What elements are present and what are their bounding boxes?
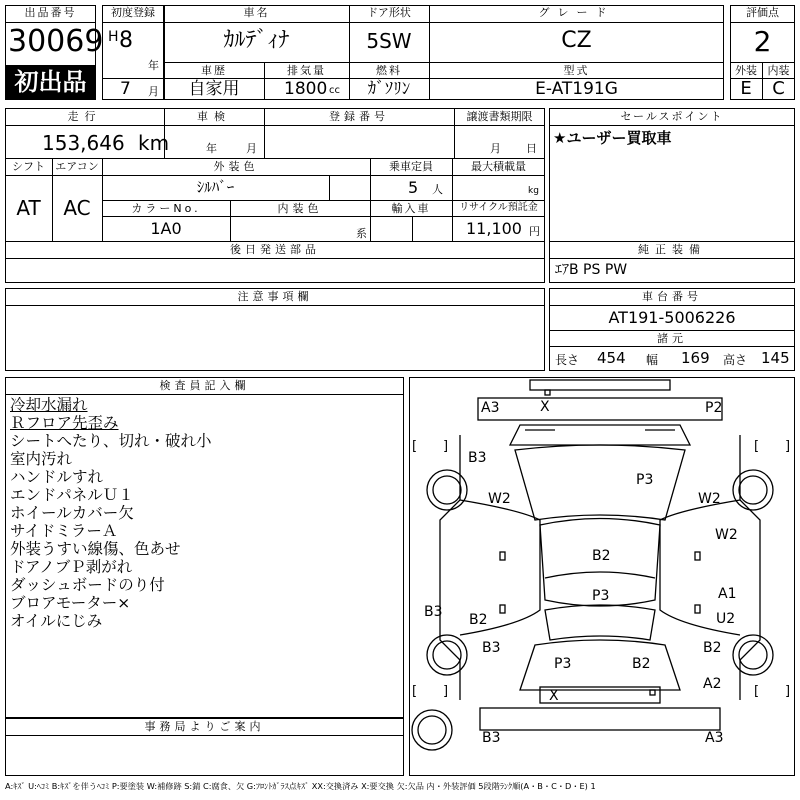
first-listing-badge: 初出品 [6,65,95,99]
displacement: 1800 [284,79,328,99]
ext-color: ｼﾙﾊﾞｰ [196,178,235,196]
mark-bot-l: B3 [482,730,501,746]
sales-point: ★ユーザー買取車 [553,129,672,147]
color-no: 1A0 [150,219,182,238]
recycle-unit: 円 [529,225,540,238]
mark-fr-w: W2 [698,491,721,507]
grade-label: グレード [538,6,615,19]
mileage: 153,646 [42,131,125,155]
inspector-note: オイルにじみ [10,612,103,630]
ext-color-label: 外装色 [213,160,259,173]
door-label: ドア形状 [367,6,411,19]
mark-rr-b2: B2 [703,640,722,656]
max-load-unit: kg [528,186,539,196]
mark-tail-p3: P3 [554,656,572,672]
lot-label: 出品番号 [24,6,77,19]
bracket-open: [ [412,439,418,454]
color-no-label: カラーNo. [131,202,201,215]
mark-roof2: P3 [592,588,610,604]
shift-label: シフト [12,160,45,173]
inspector-note: エンドパネルＵ１ [10,486,134,504]
inspector-note: ダッシュボードのり付 [10,576,165,594]
transfer-day-unit: 日 [526,142,537,155]
shift: AT [16,196,41,220]
equipment-label: 純正装備 [638,243,706,256]
height-label: 高さ [723,353,748,367]
inspector-note: Ｒフロア先歪み [10,414,119,432]
mark-roof1: B2 [592,548,611,564]
mark-l-b2: B2 [469,612,488,628]
fuel: ｶﾞｿﾘﾝ [367,79,411,99]
capacity-label: 乗車定員 [389,160,433,173]
mark-tx: X [540,399,550,415]
exterior-score: E [740,78,752,99]
recycle-fee: 11,100 [466,219,522,238]
inspector-note: 室内汚れ [10,450,73,468]
mark-bot-r: A3 [705,730,724,746]
inspection-label: 車検 [197,110,231,123]
score-label: 評価点 [746,6,779,19]
bracket-open: [ [754,439,760,454]
car-name: ｶﾙﾃﾞｨﾅ [223,28,290,53]
mileage-unit: km [138,131,170,155]
capacity-unit: 人 [432,183,443,196]
car-name-label: 車名 [243,6,270,19]
car-diagram [409,377,795,776]
inspector-note: ホイールカバー欠 [10,504,134,522]
mark-tr: P2 [705,400,723,416]
recycle-label: リサイクル預託金 [459,202,538,213]
ac-label: エアコン [55,160,99,173]
first-reg-year: 8 [119,28,133,53]
year-unit: 年 [148,59,159,72]
capacity: 5 [408,178,419,197]
height: 145 [761,349,790,367]
equipment: ｴｱB PS PW [555,262,628,278]
mark-fr-door: W2 [715,527,738,543]
model-label: 型式 [563,64,590,77]
bracket-close: ] [785,439,791,454]
exterior-label: 外装 [735,64,757,77]
mark-l-b3: B3 [424,604,443,620]
bracket-close: ] [443,684,449,699]
ac: AC [63,196,91,220]
history-label: 車歴 [201,64,227,77]
import-label: 輸入車 [391,202,431,215]
score: 2 [753,25,772,58]
mark-r-u2: U2 [716,611,736,627]
inspector-note: 冷却水漏れ [10,396,88,414]
office-label: 事務局よりご案内 [144,720,265,733]
displacement-label: 排気量 [287,64,326,77]
era: H [108,29,119,45]
lot-number: 30069 [8,24,104,59]
int-color-unit: 系 [356,227,367,240]
mark-hood-l: B3 [468,450,487,466]
inspector-note: 外装うすい線傷、色あせ [10,540,181,558]
mark-fl-w: W2 [488,491,511,507]
first-reg-month: 7 [120,79,131,99]
door-type: 5SW [366,29,412,53]
inspector-label: 検査員記入欄 [159,379,250,392]
length-label: 長さ [555,353,580,367]
transfer-month-unit: 月 [490,142,501,155]
reg-no-label: 登録番号 [329,110,389,123]
grade: CZ [561,28,592,53]
mark-tl: A3 [481,400,500,416]
later-parts-label: 後日発送部品 [230,243,320,256]
bracket-close: ] [443,439,449,454]
inspection-month-unit: 月 [246,142,257,155]
length: 454 [597,349,626,367]
model: E-AT191G [535,79,618,99]
mark-bx: X [549,688,559,704]
inspector-note: ドアノブＰ剥がれ [10,558,133,576]
width-label: 幅 [646,353,659,367]
footer-legend: A:ｷｽﾞ U:ﾍｺﾐ B:ｷｽﾞを伴うﾍｺﾐ P:要塗装 W:補修跡 S:錆 C:腐食、欠 G:ﾌﾛﾝﾄｶﾞﾗｽ点ｷｽﾞ XX:交換済み X:要交換 欠:欠品 内・外装評価 5段階ﾗﾝｸ順(A・B・C・D・E) 1 [5,781,596,791]
interior-label: 内装 [767,64,790,77]
displacement-unit: cc [329,85,340,96]
bracket-open: [ [412,684,418,699]
mark-hood-c: P3 [636,472,654,488]
inspector-notes [10,396,212,630]
inspector-note: シートへたり、切れ・破れ小 [10,432,212,450]
sales-point-label: セールスポイント [620,110,724,123]
mark-rr-a2: A2 [703,676,722,692]
int-color-label: 内装色 [277,202,323,215]
bracket-close: ] [785,684,791,699]
mark-tail-b2: B2 [632,656,651,672]
first-reg-label: 初度登録 [111,6,155,19]
width: 169 [681,349,710,367]
max-load-label: 最大積載量 [471,160,526,173]
fuel-label: 燃料 [376,64,402,77]
inspector-note: ハンドルすれ [10,468,104,486]
month-unit: 月 [148,85,159,98]
notes-label: 注意事項欄 [237,290,313,303]
specs-label: 諸元 [657,332,687,345]
mark-rl-b3: B3 [482,640,501,656]
interior-score: C [772,78,785,99]
bracket-open: [ [754,684,760,699]
inspector-note: サイドミラーＡ [10,522,118,540]
transfer-label: 譲渡書類期限 [466,110,533,123]
chassis-no: AT191-5006226 [608,308,736,327]
mark-r-a1: A1 [718,586,737,602]
history: 自家用 [188,79,240,99]
inspection-year-unit: 年 [206,142,217,155]
inspector-note: ブロアモーター× [10,594,131,612]
chassis-label: 車台番号 [642,290,702,303]
mileage-label: 走行 [67,110,102,123]
